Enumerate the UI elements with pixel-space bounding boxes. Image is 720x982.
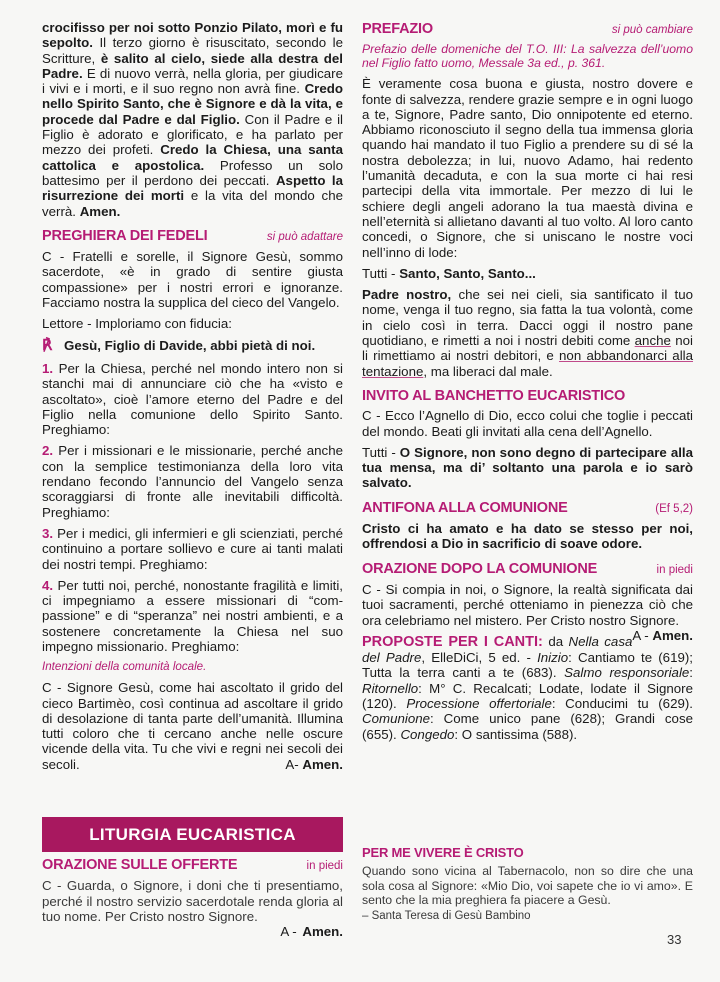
section-note: si può adattare — [266, 230, 343, 243]
liturgia-eucaristica-banner: LITURGIA EUCARISTICA — [42, 817, 343, 852]
section-title: ANTIFONA ALLA COMUNIONE — [362, 499, 568, 516]
intention-1: 1. Per la Chiesa, perché nel mondo intero non si stanchi mai di annunciare ciò che ha «visto e ascoltato», cioè l’amore eterno del Padre e del Figlio nella comunione dello Spirito Santo. Preghiamo: — [42, 360, 343, 438]
dopo-comunione-text: C - Si compia in noi, o Signore, la realtà significata dai tuoi sacramenti, perché otteniamo in pienezza ciò che ora celebriamo nel mistero. Per Cristo nostro Signore. A - Amen. — [362, 581, 693, 643]
preghiera-header — [42, 229, 343, 245]
vivere-text: Quando sono vicina al Tabernacolo, non so dire che una sola cosa al Signore: «Mio Dio, voi sapete che io vi amo». E sento che la mia preghiera fa piacere a Gesù. — [362, 864, 693, 907]
offerte-header — [42, 858, 343, 874]
invito-header — [362, 389, 693, 404]
padre-nostro: Padre nostro, che sei nei cieli, sia santificato il tuo nome, venga il tuo regno, sia fatta la tua volontà, come in cielo così in terra. Dacci oggi il nostro pane quotidiano, e rimetti a noi i nostri debiti come anche noi li rimettiamo ai nostri debitori, e non abbandonarci alla tentazione, ma liberaci dal male. — [362, 287, 693, 379]
proposte-canti: PROPOSTE PER I CANTI: da Nella casa del Padre, ElleDiCi, 5 ed. - Inizio: Cantiamo te (619); Tutta la terra canti a te (683). Salmo responsoriale: Ritornello: M° C. Recalcati; Lodate, lodate il Signore (120). Processione offertoriale: Conducimi tu (629). Comunione: Come unico pane (628); Grandi cose (655). Congedo: O santissima (588). — [362, 633, 693, 742]
prefazio-text: È veramente cosa buona e giusta, nostro dovere e fonte di salvezza, rendere grazie sempre e in ogni luogo a te, Signore, Padre santo, Dio onnipotente ed eterno. Abbiamo riconosciuto il segno della tua immensa gloria quando hai mandato il tuo Figlio a prendere su di sé la nostra debolezza; in lui, nuovo Adamo, hai redento l’umanità decaduta, e con la sua morte ci hai resi partecipi della vita immortale. Per mezzo di lui le schiere degli angeli adorano la tua maestà divina e nell’eternità si allietano davanti al tuo volto. Al loro canto concedi, o Signore, che si uniscano le nostre voci nell’inno di lode: — [362, 76, 693, 260]
invito-tutti: Tutti - O Signore, non sono degno di partecipare alla tua mensa, ma di’ soltanto una parola e io sarò salvato. — [362, 444, 693, 491]
section-title: PREGHIERA DEI FEDELI — [42, 227, 208, 244]
section-title: ORAZIONE DOPO LA COMUNIONE — [362, 560, 598, 577]
offerte-amen: A - Amen. — [280, 924, 343, 940]
section-title: PREFAZIO — [362, 21, 433, 37]
preghiera-intro: C - Fratelli e sorelle, il Signore Gesù, sommo sacerdote, «è in grado di sentire giusta compassione» per i nostri errori e ignoranze. Facciamo nostra la supplica del cieco del Vangelo. — [42, 249, 343, 311]
vivere-author: – Santa Teresa di Gesù Bambino — [362, 910, 531, 923]
response — [42, 338, 343, 353]
section-title: INVITO AL BANCHETTO EUCARISTICO — [362, 387, 626, 404]
invito-text: C - Ecco l’Agnello di Dio, ecco colui che toglie i peccati del mondo. Beati gli invitati alla cena dell’Agnello. — [362, 408, 693, 439]
intention-4: 4. Per tutti noi, perché, nonostante fragilità e limiti, ci impegniamo a essere missionari di “com-passione” e di “speranza” nei nostri ambienti, e a sostenere concretamente la Chiesa nel suo impegno missionario. Preghiamo: — [42, 577, 343, 654]
antifona-header — [362, 501, 693, 517]
offerte-block — [42, 858, 343, 939]
section-title: ORAZIONE SULLE OFFERTE — [42, 857, 238, 873]
intenzioni-locali: Intenzioni della comunità locale. — [42, 660, 207, 674]
prefazio-reference: Prefazio delle domeniche del T.O. III: La salvezza dell’uomo nel Figlio fatto uomo, Messale 3a ed., p. 361. — [362, 42, 693, 71]
preghiera-closing: C - Signore Gesù, come hai ascoltato il grido del cieco Bartimèo, così continua ad ascoltare il grido di desolazione di tanta parte dell’umanità. Illumina tutti coloro che ti cercano anche nelle oscure vicende della vita. Tu che vivi e regni nei secoli dei secoli. A- Amen. — [42, 680, 343, 772]
vivere-block — [362, 845, 693, 924]
section-note: si può cambiare — [611, 24, 693, 36]
right-column — [362, 20, 693, 748]
prefazio-tutti: Tutti - Santo, Santo, Santo... — [362, 265, 536, 281]
vivere-header — [362, 845, 693, 860]
response-text: Gesù, Figlio di Davide, abbi pietà di noi. — [64, 337, 316, 353]
section-title: PER ME VIVERE È CRISTO — [362, 845, 524, 860]
dopo-comunione-header — [362, 562, 693, 578]
offerte-text: C - Guarda, o Signore, i doni che ti presentiamo, perché il nostro servizio sacerdotale renda gloria al tuo nome. Per Cristo nostro Signore. — [42, 878, 343, 924]
section-note: in piedi — [656, 563, 693, 576]
antifona-text: Cristo ci ha amato e ha dato se stesso per noi, offrendosi a Dio in sacrificio di soave odore. — [362, 521, 693, 552]
response-symbol: ℟ — [42, 336, 53, 354]
section-note: in piedi — [306, 860, 343, 872]
lettore-line: Lettore - Imploriamo con fiducia: — [42, 316, 232, 332]
prefazio-header — [362, 22, 693, 38]
intention-2: 2. Per i missionari e le missionarie, perché anche con la semplice testimonianza della loro vita rendano fecondo l’annuncio del Vangelo senza scoraggiarsi di fronte alle inevitabili difficoltà. Preghiamo: — [42, 443, 343, 520]
page-number: 33 — [667, 932, 682, 947]
intention-3: 3. Per i medici, gli infermieri e gli scienziati, perché continuino a portare sollievo e cure ai tanti malati dei nostri tempi. Preghiamo: — [42, 525, 343, 572]
creed-continuation: crocifisso per noi sotto Ponzio Pilato, morì e fu sepolto. Il terzo giorno è risuscitato, secondo le Scritture, è salito al cielo, siede alla destra del Padre. E di nuovo verrà, nella gloria, per giudicare i vivi e i morti, e il suo regno non avrà fine. Credo nello Spirito Santo, che è Signore e dà la vita, e procede dal Padre e dal Figlio. Con il Padre e il Figlio è adorato e glorificato, e ha parlato per mezzo dei profeti. Credo la Chiesa, una santa cattolica e apostolica. Professo un solo battesimo per il perdono dei peccati. Aspetto la risurrezione dei morti e la vita del mondo che verrà. Amen. — [42, 20, 344, 219]
section-reference: (Ef 5,2) — [655, 502, 693, 515]
left-column — [42, 20, 343, 778]
